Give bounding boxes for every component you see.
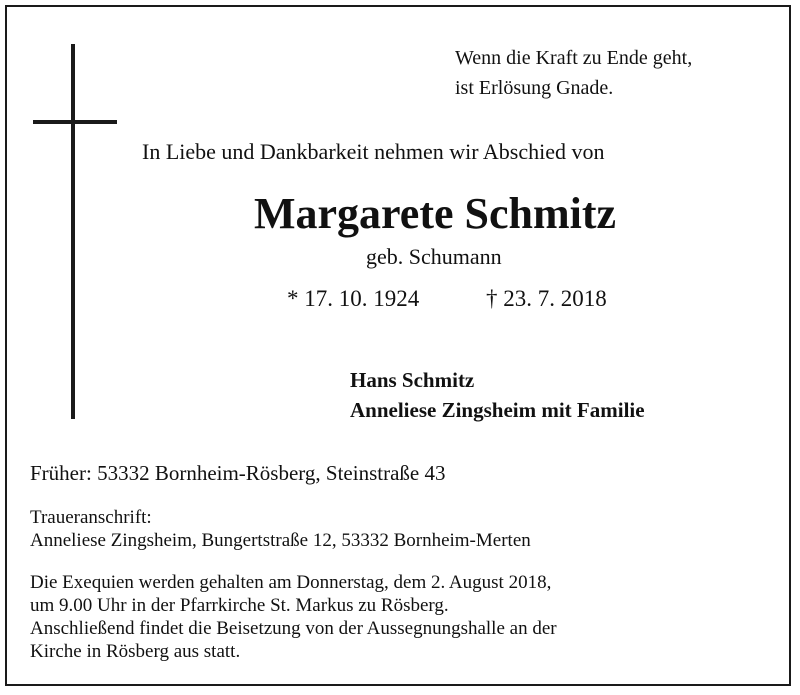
mourners-list: [350, 365, 645, 425]
death-date: † 23. 7. 2018: [486, 286, 607, 311]
mourning-address: [30, 506, 531, 552]
former-address: Früher: 53332 Bornheim-Rösberg, Steinstraße 43: [30, 461, 446, 485]
verse-line: Wenn die Kraft zu Ende geht,: [455, 47, 693, 69]
cross-icon-bar: [33, 120, 117, 124]
intro-text: In Liebe und Dankbarkeit nehmen wir Abschied von: [142, 139, 605, 164]
service-line: Die Exequien werden gehalten am Donnerstag, dem 2. August 2018,: [30, 572, 552, 593]
verse-line: ist Erlösung Gnade.: [455, 77, 614, 99]
service-info: [30, 571, 557, 663]
mourning-address-value: Anneliese Zingsheim, Bungertstraße 12, 53332 Bornheim-Merten: [30, 530, 531, 551]
mourning-address-label: Traueranschrift:: [30, 507, 152, 528]
service-line: Anschließend findet die Beisetzung von der Aussegnungshalle an der: [30, 618, 557, 639]
mourner: Anneliese Zingsheim mit Familie: [350, 398, 645, 422]
service-line: um 9.00 Uhr in der Pfarrkirche St. Markus zu Rösberg.: [30, 595, 449, 616]
verse: [455, 43, 692, 103]
maiden-name: geb. Schumann: [366, 244, 502, 269]
service-line: Kirche in Rösberg aus statt.: [30, 641, 241, 662]
birth-date: * 17. 10. 1924: [287, 286, 420, 311]
deceased-name: Margarete Schmitz: [254, 189, 617, 238]
mourner: Hans Schmitz: [350, 368, 475, 392]
cross-icon: [71, 44, 75, 419]
